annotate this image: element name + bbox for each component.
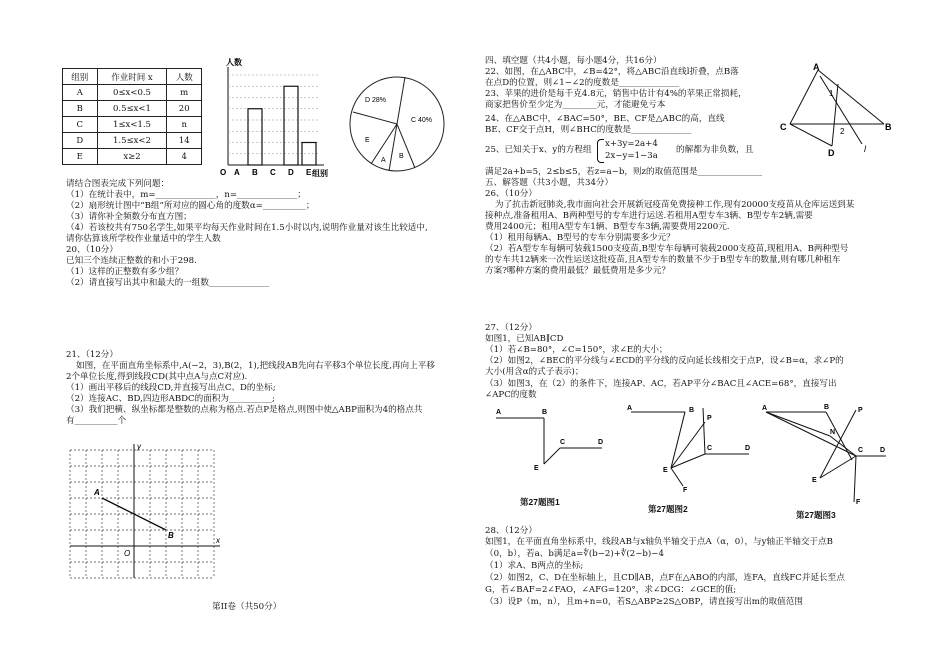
pie-label-a: A <box>381 157 386 164</box>
x-tick-label: A <box>234 168 240 177</box>
table-row <box>63 133 202 149</box>
fig3-label: D <box>880 447 886 454</box>
ap-line <box>766 412 830 436</box>
table-header-cell: 人数 <box>167 69 202 85</box>
figure-27-1 <box>490 404 610 484</box>
label-c: C <box>780 122 787 132</box>
x-tick-label: B <box>252 168 258 177</box>
q28-part2-cont: G，若∠BAF=2∠FAO，∠AFG=120°，求∠DCG：∠GCE的值; <box>485 585 737 595</box>
table-cell: D <box>63 133 98 149</box>
table-cell: 4 <box>167 149 202 165</box>
q20-part1: （1）这样的正整数有多少组？ <box>66 267 184 277</box>
q21-part2: （2）连接AC、BD,四边形ABDC的面积为__________; <box>66 394 275 404</box>
q27-title: 27、（12分） <box>485 323 537 333</box>
ec-line <box>544 448 560 464</box>
q25-stem-cont: 满足2a+b=5，2≤b≤5，若z=a−b，则z的取值范围是_______________ <box>485 167 763 177</box>
q21-stem-cont: 2个单位长度,得到线段CD(其中点A与点C对应). <box>66 372 248 382</box>
pie-label-e: E <box>365 137 370 144</box>
q22-stem-cont: 在点D的位置，则∠1−∠2的度数是______________ <box>485 78 680 88</box>
figure-27-2-caption: 第27题图2 <box>648 504 688 514</box>
y-axis-label: 人数 <box>226 58 242 67</box>
q19-part3: （3）请你补全频数分布直方图； <box>66 212 192 222</box>
q27-part1: （1）若∠B=80°，∠C=150°，求∠E的大小； <box>485 345 668 355</box>
q20-stem: 已知三个连续正整数的和小于298. <box>66 256 197 266</box>
cf-line <box>854 456 856 502</box>
q28-stem: 如图1，在平面直角坐标系中，线段AB与x轴负半轴交于点A（α，0），与y轴正半轴交于点B <box>485 537 833 547</box>
table-cell: 1≤x<1.5 <box>97 117 167 133</box>
section5-title: 五、解答题（共3小题，共34分） <box>485 178 614 188</box>
x-tick-label: E <box>306 168 312 177</box>
fig2-label: A <box>627 405 633 412</box>
q27-part2: （2）如图2，∠BEC的平分线与∠ECD的平分线的反向延长线相交于点P，设∠B=α，求∠P的 <box>485 356 844 366</box>
fig3-label: N <box>830 429 836 436</box>
section-footer: 第II卷（共50分） <box>212 602 282 612</box>
pie-label-c: C 40% <box>411 117 433 124</box>
fig3-label: F <box>856 499 861 506</box>
q26-part2-cont2: 方案?哪种方案的费用最低？最低费用是多少元？ <box>485 266 671 276</box>
table-cell: E <box>63 149 98 165</box>
figure-27-2 <box>625 404 755 494</box>
q25-stem-mid: 的解都为非负数，且 <box>676 145 754 155</box>
q26-part2-cont: 的专车共12辆来一次性运送这批疫苗,且A型专车的数量不少于B型专车的数量,则有哪几种租车 <box>485 255 841 265</box>
equation-brace <box>597 139 604 163</box>
q24-stem: 24、在△ABC中，∠BAC=50°，BE、CF是△ABC的高，直线 <box>485 114 725 124</box>
table-cell: 1.5≤x<2 <box>97 133 167 149</box>
q21-part3: （3）我们把横、纵坐标都是整数的点称为格点.若点P是格点,则图中使△ABP面积为4的格点共 <box>66 405 423 415</box>
table-cell: 20 <box>167 101 202 117</box>
q19-part1: （1）在统计表中，m=______________，n=______________； <box>66 190 306 200</box>
label-d: D <box>828 148 835 157</box>
bar <box>248 109 262 165</box>
q21-part1: （1）画出平移后的线段CD,并直接写出点C、D的坐标; <box>66 383 276 393</box>
figure-27-3-caption: 第27题图3 <box>796 510 836 520</box>
table-cell: A <box>63 85 98 101</box>
ef-line <box>671 468 683 486</box>
fig2-label: E <box>663 467 668 474</box>
q26-stem: 为了抗击新冠肺炎,我市面向社会开展新冠疫苗免费接种工作,现有20000支疫苗从仓库运送到某 <box>495 200 855 210</box>
section4-title: 四、填空题（共4小题，每小题4分，共16分） <box>485 56 662 66</box>
pie-chart <box>345 72 450 177</box>
segment-ab <box>818 70 884 124</box>
q24-stem-cont: BE、CF交于点H，则∠BHC的度数是______________ <box>485 125 692 135</box>
fig2-label: P <box>707 415 712 422</box>
be-line <box>671 412 685 468</box>
label-a: A <box>813 62 820 72</box>
pie-label-d: D 28% <box>365 97 387 104</box>
table-cell: 0.5≤x<1 <box>97 101 167 117</box>
q25-stem: 25、已知关于x、y的方程组 <box>485 145 592 155</box>
table-cell: 14 <box>167 133 202 149</box>
fig1-label: C <box>560 439 566 446</box>
q27-part3: （3）如图3，在（2）的条件下，连接AP、AC，若AP平分∠BAC且∠ACE=68°，直接写出 <box>485 379 837 389</box>
figure-27-1-caption: 第27题图1 <box>520 497 560 507</box>
q28-part2: （2）如图2，C、D在坐标轴上，且CD∥AB，点F在△ABO的内部，连FA，直线FC并延长至点 <box>485 573 845 583</box>
q19-part4: （4）若该校共有750名学生,如果平均每天作业时间在1.5小时以内,说明作业量对该生比较适中, <box>66 223 428 233</box>
x-tick-label: D <box>288 168 294 177</box>
fig1-label: B <box>542 409 548 416</box>
q20-part2: （2）请直接写出其中和最大的一组数______________ <box>66 278 270 288</box>
fig3-label: C <box>858 447 864 454</box>
q19-part4-cont: 请你估算该所学校作业量适中的学生人数 <box>66 234 221 244</box>
q28-stem-cont: （0，b），若a、b满足a=∜(b−2)+∜(2−b)−4 <box>485 549 664 559</box>
segment-ac <box>790 70 818 124</box>
fig2-label: B <box>689 407 695 414</box>
table-header-cell: 作业时间 x <box>97 69 167 85</box>
table-row <box>63 117 202 133</box>
table-header-row <box>63 69 202 85</box>
fig3-label: B <box>824 404 830 411</box>
origin-label: O <box>220 168 227 177</box>
triangle-fold-figure <box>780 62 900 157</box>
q23-stem: 23、苹果的进价是每千克4.8元，销售中估计有4%的苹果正常损耗， <box>485 89 747 99</box>
table-header-cell: 组别 <box>63 69 98 85</box>
fig1-label: A <box>496 409 502 416</box>
frequency-table <box>62 68 202 165</box>
q21-title: 21、（12分） <box>66 350 118 360</box>
q19-intro: 请结合图表完成下列问题： <box>66 179 170 189</box>
label-y: y <box>137 442 141 451</box>
bar <box>284 86 298 165</box>
table-row <box>63 101 202 117</box>
q28-part1: （1）求A、B两点的坐标; <box>485 561 584 571</box>
fig2-label: C <box>707 445 713 452</box>
label-x: x <box>216 536 220 545</box>
label-angle2: 2 <box>840 127 845 136</box>
q26-stem-3: 费用2400元；租用A型专车1辆、B型专车3辆,需要费用2200元. <box>485 222 730 232</box>
table-row <box>63 85 202 101</box>
q21-part3-cont: 有__________个 <box>66 416 127 426</box>
fig1-label: D <box>598 439 604 446</box>
q28-part3: （3）设P（m，n），且m+n=0，若S△ABP≥2S△OBP，请直接写出m的取值范围 <box>485 597 803 607</box>
q27-part3-cont: ∠APC的度数 <box>485 390 537 400</box>
table-cell: m <box>167 85 202 101</box>
label-origin: O <box>124 549 131 558</box>
table-cell: n <box>167 117 202 133</box>
pie-divider <box>397 124 415 168</box>
label-angle1: 1 <box>829 89 834 98</box>
fig3-label: P <box>858 407 863 414</box>
q26-stem-2: 接种点,准备租用A、B两种型号的专车进行运送.若租用A型专车3辆、B型专车2辆,需要 <box>485 211 813 221</box>
pie-divider <box>397 77 405 124</box>
pc-line <box>830 436 856 456</box>
label-b: B <box>885 122 892 132</box>
pie-label-b: B <box>399 153 404 160</box>
table-cell: x≥2 <box>97 149 167 165</box>
bisector-cp <box>703 408 705 454</box>
fig3-label: A <box>762 405 768 412</box>
table-cell: 0≤x<0.5 <box>97 85 167 101</box>
q26-part1: （1）租用每辆A、B型号的专车分别需要多少元？ <box>485 233 675 243</box>
fig2-label: F <box>683 487 688 494</box>
ac-line <box>766 412 856 456</box>
table-row <box>63 149 202 165</box>
equation-1: x+3y=2a+4 <box>605 139 658 149</box>
q20-title: 20、（10分） <box>66 245 118 255</box>
q27-part2-cont: 大小(用含α的式子表示)； <box>485 367 584 377</box>
ep-line <box>820 410 856 478</box>
q28-title: 28、（12分） <box>485 526 537 536</box>
pie-divider <box>353 112 397 124</box>
q26-part2: （2）若A型专车每辆可装载1500支疫苗,B型专车每辆可装载2000支疫苗,现租用A、B两种型号 <box>485 244 849 254</box>
x-axis-label: 组别 <box>312 169 328 178</box>
coordinate-grid <box>62 440 232 600</box>
equation-2: 2x−y=1−3a <box>605 151 658 161</box>
fig1-label: E <box>534 465 539 472</box>
q22-stem: 22、如图，在△ABC中，∠B=42°，将△ABC沿直线l折叠，点B落 <box>485 67 739 77</box>
fig2-label: D <box>745 445 751 452</box>
table-cell: C <box>63 117 98 133</box>
label-b: B <box>168 531 174 540</box>
table-cell: B <box>63 101 98 117</box>
q23-stem-cont: 商家把售价至少定为________元，才能避免亏本 <box>485 100 666 110</box>
q19-part2: （2）扇形统计图中“B组”所对应的圆心角的度数α=__________； <box>66 201 315 211</box>
q27-stem: 如图1，已知AB∥CD <box>485 334 564 344</box>
histogram-chart <box>210 55 330 180</box>
segment-cd <box>790 124 832 146</box>
q21-stem: 如图，在平面直角坐标系中,A(−2，3),B(2，1),把线段AB先向右平移3个单位长度,再向上平移 <box>76 361 435 371</box>
label-l: l <box>864 144 866 154</box>
q26-title: 26、（10分） <box>485 189 537 199</box>
figure-27-3 <box>760 400 890 510</box>
fig3-label: E <box>812 477 817 484</box>
label-a: A <box>94 488 100 497</box>
x-tick-label: C <box>270 168 276 177</box>
